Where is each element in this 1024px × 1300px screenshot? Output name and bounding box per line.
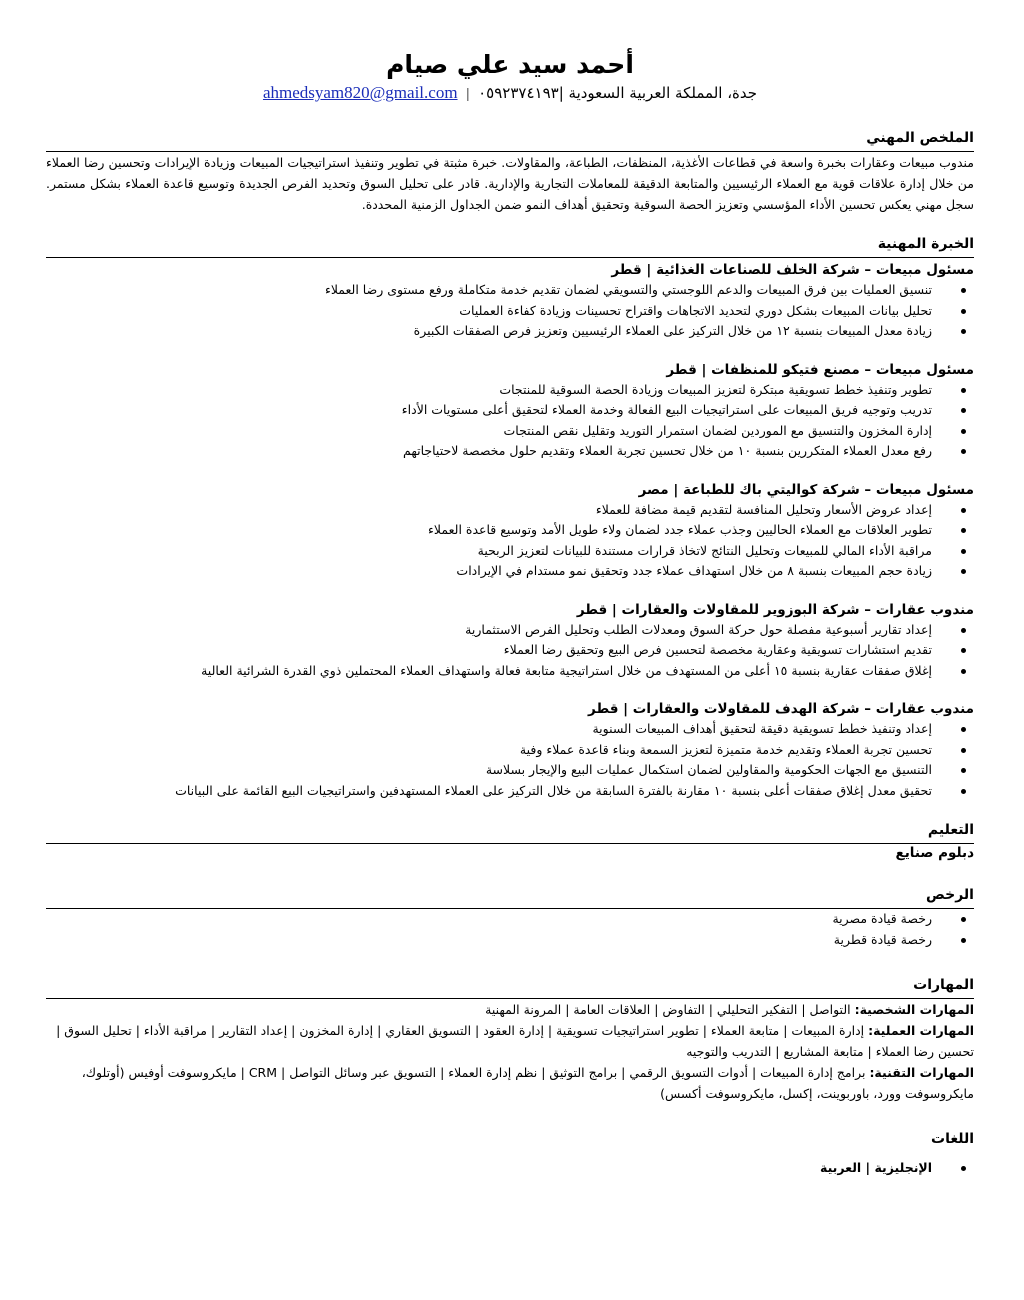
- languages-section: [46, 1130, 974, 1179]
- skills-technical: [46, 1062, 974, 1104]
- job-bullet: إعداد عروض الأسعار وتحليل المنافسة لتقديم قيمة مضافة للعملاء: [46, 500, 944, 521]
- licenses-list: [46, 909, 974, 950]
- licenses-heading: الرخص: [46, 886, 974, 909]
- job-bullet: تحقيق معدل إغلاق صفقات أعلى بنسبة ١٠ مقارنة بالفترة السابقة من خلال التركيز على العملاء المستهدفين واستراتيجيات البيع القائمة على البيانات: [46, 781, 944, 802]
- job-title: مسئول مبيعات – شركة كواليتي باك للطباعة | مصر: [638, 481, 974, 498]
- job-bullet: تدريب وتوجيه فريق المبيعات على استراتيجيات البيع الفعالة وخدمة العملاء لتحقيق أعلى مستويات الأداء: [46, 400, 944, 421]
- job-entry: [46, 699, 974, 801]
- skills-technical-label: المهارات التقنية:: [869, 1065, 974, 1080]
- job-entry: [46, 480, 974, 582]
- experience-section: [46, 235, 974, 801]
- candidate-name: أحمد سيد علي صيام: [386, 50, 634, 79]
- languages-heading: اللغات: [931, 1131, 974, 1147]
- job-entry: [46, 360, 974, 462]
- job-bullets: [46, 380, 974, 462]
- job-title: مسئول مبيعات – شركة الخلف للصناعات الغذائية | قطر: [611, 262, 974, 278]
- job-bullet: التنسيق مع الجهات الحكومية والمقاولين لضمان استكمال عمليات البيع والإيجار بسلاسة: [46, 760, 944, 781]
- languages-list: [46, 1158, 974, 1179]
- language-item: الإنجليزية | العربية: [46, 1158, 944, 1179]
- job-title: مندوب عقارات – شركة البوزوير للمقاولات والعقارات | قطر: [576, 601, 974, 618]
- email-link[interactable]: ahmedsyam820@gmail.com: [262, 83, 458, 102]
- job-bullets: [46, 500, 974, 582]
- job-bullet: إعداد وتنفيذ خطط تسويقية دقيقة لتحقيق أهداف المبيعات السنوية: [46, 719, 944, 740]
- job-bullet: تحسين تجربة العملاء وتقديم خدمة متميزة لتعزيز السمعة وبناء قاعدة عملاء وفية: [46, 740, 944, 761]
- job-bullet: إغلاق صفقات عقارية بنسبة ١٥ أعلى من المستهدف من خلال استراتيجية متابعة فعالة واستهداف العملاء المحتملين ذوي القدرة الشرائية العالية: [46, 661, 944, 682]
- job-bullets: [46, 719, 974, 801]
- job-bullet: تطوير وتنفيذ خطط تسويقية مبتكرة لتعزيز المبيعات وزيادة الحصة السوقية للمنتجات: [46, 380, 944, 401]
- skills-practical-label: المهارات العملية:: [868, 1023, 974, 1038]
- job-title: مسئول مبيعات – مصنع فتيكو للمنظفات | قطر: [666, 361, 974, 378]
- summary-text: مندوب مبيعات وعقارات بخبرة واسعة في قطاعات الأغذية، المنظفات، الطباعة، والمقاولات. خبرة مثبتة في تطوير وتنفيذ استراتيجيات المبيعات وزيادة الإيرادات وتحسين رضا العملاء من خلال إدارة علاقات قوية مع العملاء الرئيسيين والمتابعة الدقيقة للمعاملات التجارية والإدارية. قادر على تحليل السوق وتحديد الفرص الجديدة وتوسيع قاعدة العملاء بشكل مستمر. سجل مهني يعكس تحسين الأداء المؤسسي وتعزيز الحصة السوقية وتحقيق أهداف النمو ضمن الجداول الزمنية المحددة.: [46, 155, 974, 212]
- job-bullet: تنسيق العمليات بين فرق المبيعات والدعم اللوجستي والتسويقي لضمان تقديم خدمة متكاملة ورفع مستوى رضا العملاء: [46, 280, 944, 301]
- job-bullet: رفع معدل العملاء المتكررين بنسبة ١٠ من خلال تحسين تجربة العملاء وتقديم حلول مخصصة لاحتياجاتهم: [46, 441, 944, 462]
- skills-section: [46, 976, 974, 1104]
- job-title: مندوب عقارات – شركة الهدف للمقاولات والعقارات | قطر: [588, 701, 974, 717]
- job-bullet: زيادة حجم المبيعات بنسبة ٨ من خلال استهداف عملاء جدد وتحقيق نمو مستدام في الإيرادات: [46, 561, 944, 582]
- skills-personal-text: التواصل | التفكير التحليلي | التفاوض | العلاقات العامة | المرونة المهنية: [485, 1002, 855, 1017]
- summary-section: [46, 129, 974, 215]
- skills-heading: المهارات: [46, 976, 974, 999]
- license-item: رخصة قيادة مصرية: [46, 909, 944, 930]
- job-bullet: إدارة المخزون والتنسيق مع الموردين لضمان استمرار التوريد وتقليل نقص المنتجات: [46, 421, 944, 442]
- license-item: رخصة قيادة قطرية: [46, 930, 944, 951]
- job-bullet: زيادة معدل المبيعات بنسبة ١٢ من خلال التركيز على العملاء الرئيسيين وتعزيز فرص الصفقات الكبيرة: [46, 321, 944, 342]
- job-bullet: تطوير العلاقات مع العملاء الحاليين وجذب عملاء جدد لضمان ولاء طويل الأمد وتوسيع قاعدة العملاء: [46, 520, 944, 541]
- skills-practical-text: إدارة المبيعات | متابعة العملاء | تطوير استراتيجيات تسويقية | إدارة العقود | التسويق العقاري | إدارة المخزون | إعداد التقارير | مراقبة الأداء | تحليل السوق | تحسين رضا العملاء | متابعة المشاريع | التدريب والتوجيه: [56, 1023, 974, 1059]
- licenses-section: [46, 886, 974, 950]
- location-phone: جدة، المملكة العربية السعودية |٠٥٩٢٣٧٤١٩٣: [478, 84, 758, 102]
- job-bullet: تقديم استشارات تسويقية وعقارية مخصصة لتحسين فرص البيع وتحقيق رضا العملاء: [46, 640, 944, 661]
- job-bullet: إعداد تقارير أسبوعية مفصلة حول حركة السوق ومعدلات الطلب وتحليل الفرص الاستثمارية: [46, 620, 944, 641]
- education-heading: التعليم: [46, 821, 974, 844]
- contact-separator: |: [466, 86, 470, 102]
- skills-personal: [46, 999, 974, 1020]
- job-bullet: مراقبة الأداء المالي للمبيعات وتحليل النتائج لاتخاذ قرارات مستندة للبيانات لتعزيز الربحية: [46, 541, 944, 562]
- education-degree: دبلوم صنايع: [895, 845, 974, 861]
- summary-heading: الملخص المهني: [46, 129, 974, 152]
- skills-personal-label: المهارات الشخصية:: [854, 1002, 974, 1017]
- experience-heading: الخبرة المهنية: [46, 235, 974, 258]
- education-section: [46, 821, 974, 862]
- contact-line: [46, 82, 974, 105]
- job-bullets: [46, 620, 974, 682]
- skills-practical: [46, 1020, 974, 1062]
- job-bullet: تحليل بيانات المبيعات بشكل دوري لتحديد الاتجاهات واقتراح تحسينات وزيادة كفاءة العمليات: [46, 301, 944, 322]
- job-entry: [46, 600, 974, 682]
- skills-technical-text: برامج إدارة المبيعات | أدوات التسويق الرقمي | برامج التوثيق | نظم إدارة العملاء | التسويق عبر وسائل التواصل | CRM | مايكروسوفت أوفيس (أوتلوك، مايكروسوفت وورد، باوربوينت، إكسل، مايكروسوفت أكسس): [81, 1065, 974, 1101]
- job-bullets: [46, 280, 974, 342]
- resume-page: [46, 48, 974, 1179]
- job-entry: [46, 260, 974, 342]
